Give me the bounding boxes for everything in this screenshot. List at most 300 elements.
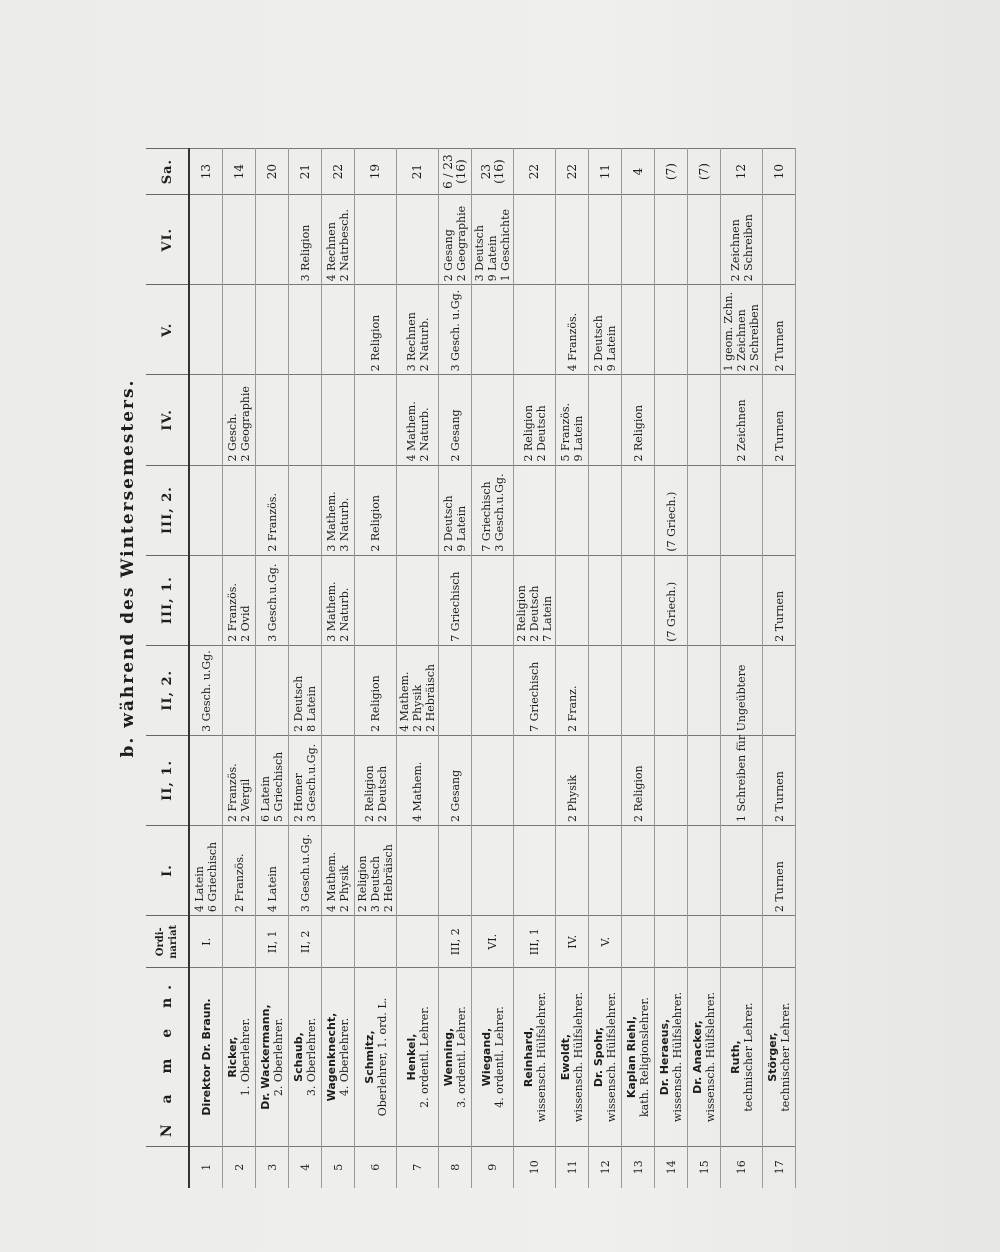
class-II-2-cell [622,645,655,735]
class-III-2-cell [322,465,355,555]
teacher-role: technischer Lehrer. [741,1002,755,1112]
class-V-cell [514,285,556,375]
class-II-1-cell [322,735,355,825]
lesson-entry: 1 geom. Zchn. [722,291,735,372]
class-IV-cell [688,375,721,465]
sum-cell: 22 [514,149,556,195]
lesson-entry: 6 Latein [259,776,272,822]
lesson-entry: (7 Griech.) [664,491,678,552]
teacher-role: wissensch. Hülfslehrer. [605,992,618,1123]
lesson-entry: 2 Turnen [772,771,786,822]
sum-cell: (7) [655,149,688,195]
sum-cell: (7) [688,149,721,195]
table-row [721,149,763,1189]
lesson-entry: 2 Gesang [448,769,462,822]
class-I-cell [721,825,763,915]
class-III-1-cell [189,555,223,645]
class-III-1-cell [556,555,589,645]
lesson-entry: 2 Religion [356,855,369,913]
class-II-1-cell [256,735,289,825]
class-VI-cell [355,195,397,285]
lesson-entry: 2 Naturb. [417,407,431,462]
table-row [763,149,796,1189]
table-row [223,149,256,1189]
sum-cell: 11 [589,149,622,195]
lesson-entry: 9 Latein [486,235,499,282]
col-header-class-V: V. [146,285,189,375]
class-III-1-cell [514,555,556,645]
teacher-role: 3. ordentl. Lehrer. [455,1006,468,1108]
lesson-entry: 3 Gesch. u.Gg. [199,650,213,732]
header-row [146,149,189,1189]
lesson-entry: 3 Gesch.u.Gg. [305,743,318,822]
ordinariat-cell: V. [589,916,622,968]
ordinariat-cell: IV. [556,916,589,968]
class-III-2-cell [472,465,514,555]
row-number: 13 [622,1146,655,1188]
sum-cell: 6 / 23 (16) [439,149,472,195]
lesson-entry: 7 Griechisch [479,481,493,552]
sum-cell: 19 [355,149,397,195]
table-row [589,149,622,1189]
class-IV-cell [189,375,223,465]
lesson-entry: 2 Gesch. [226,413,239,462]
lesson-entry: 4 Mathem. [325,851,338,913]
sum-cell: 21 [289,149,322,195]
col-header-ordinariat: Ordi-nariat [146,916,189,968]
class-V-cell [289,285,322,375]
lesson-entry: 7 Griechisch [528,661,541,732]
class-III-2-cell [355,465,397,555]
ordinariat-cell [622,916,655,968]
ordinariat-cell [322,916,355,968]
class-VI-cell [556,195,589,285]
teacher-cell [397,968,439,1146]
lesson-entry: 4 Französ. [565,312,579,372]
row-number: 6 [355,1146,397,1188]
lesson-entry: 2 Zeichnen [735,309,748,372]
lesson-entry: 2 Deutsch [292,675,305,732]
class-IV-cell [589,375,622,465]
table-row [655,149,688,1189]
class-VI-cell [688,195,721,285]
class-I-cell [439,825,472,915]
lesson-entry: 6 Griechisch [206,841,219,913]
row-number: 15 [688,1146,721,1188]
class-VI-cell [472,195,514,285]
class-I-cell [472,825,514,915]
col-header-class-II-2: II, 2. [146,645,189,735]
class-I-cell [763,825,796,915]
lesson-entry: 3 Naturb. [338,497,351,552]
lesson-entry: 2 Religion [631,765,645,822]
teacher-name: Schmitz, [362,1030,376,1084]
lesson-entry: 3 Gesch. u.Gg. [448,289,462,372]
sum-cell: 10 [763,149,796,195]
class-III-1-cell [397,555,439,645]
teacher-cell [322,968,355,1146]
teacher-role: wissensch. Hülfslehrer. [534,992,548,1123]
class-IV-cell [763,375,796,465]
class-III-2-cell [589,465,622,555]
teacher-role: Oberlehrer, 1. ord. L. [375,997,389,1117]
teacher-name: Wiegand, [479,1027,493,1087]
class-I-cell [556,825,589,915]
lesson-entry: 2 Vergil [239,778,252,822]
class-V-cell [688,285,721,375]
class-IV-cell [439,375,472,465]
class-I-cell [655,825,688,915]
ordinariat-cell: I. [189,916,223,968]
class-V-cell [655,285,688,375]
class-III-2-cell [655,465,688,555]
lesson-entry: 2 Natrbesch. [338,209,351,282]
ordinariat-cell: VI. [472,916,514,968]
class-VI-cell [655,195,688,285]
teacher-cell [223,968,256,1146]
table-row [439,149,472,1189]
class-V-cell [189,285,223,375]
class-III-1-cell [472,555,514,645]
class-II-2-cell [472,645,514,735]
class-III-2-cell [397,465,439,555]
sum-cell: 13 [189,149,223,195]
class-III-2-cell [556,465,589,555]
class-I-cell [256,825,289,915]
sum-cell: 21 [397,149,439,195]
teacher-role: technischer Lehrer. [779,1002,792,1112]
lesson-entry: 2 Deutsch [534,405,548,462]
teacher-cell [721,968,763,1146]
lesson-entry: 9 Latein [455,505,468,552]
class-III-2-cell [721,465,763,555]
teacher-cell [763,968,796,1146]
class-II-2-cell [189,645,223,735]
teacher-name: Dr. Anacker, [691,1020,704,1094]
lesson-entry: 4 Mathem. [398,671,411,732]
class-V-cell [223,285,256,375]
lesson-entry: 2 Religion [515,585,528,642]
sum-cell: 12 [721,149,763,195]
col-header-sum: Sa. [146,149,189,195]
class-III-2-cell [289,465,322,555]
table-row [472,149,514,1189]
class-II-1-cell [589,735,622,825]
class-III-1-cell [589,555,622,645]
class-II-2-cell [397,645,439,735]
class-III-1-cell [256,555,289,645]
sum-cell: 23 (16) [472,149,514,195]
lesson-entry: 3 Gesch.u.Gg. [265,563,279,642]
lesson-entry: 2 Religion [369,495,382,552]
teacher-name: Ewoldt, [559,1033,572,1081]
class-IV-cell [556,375,589,465]
class-II-1-cell [721,664,763,825]
teacher-role: wissensch. Hülfslehrer. [572,992,585,1123]
class-III-2-cell [256,465,289,555]
teacher-name: Störger, [766,1032,779,1082]
class-II-2-cell [322,645,355,735]
class-IV-cell [655,375,688,465]
class-IV-cell [355,375,397,465]
lesson-entry: 2 Naturb. [338,587,351,642]
teacher-role: wissensch. Hülfslehrer. [704,992,717,1123]
class-III-2-cell [763,465,796,555]
table-heading: b. während des Wintersemesters. [118,378,138,758]
class-III-1-cell [688,555,721,645]
lesson-entry: 2 Turnen [772,590,786,642]
ordinariat-cell [763,916,796,968]
class-II-1-cell [514,735,556,825]
class-II-2-cell [514,645,556,735]
class-II-1-cell [655,735,688,825]
teacher-name: Schaub, [292,1032,305,1082]
row-number: 1 [189,1146,223,1188]
class-VI-cell [589,195,622,285]
sum-cell: 4 [622,149,655,195]
teacher-role: 4. ordentl. Lehrer. [492,1006,506,1108]
class-V-cell [355,285,397,375]
class-II-2-cell [355,645,397,735]
row-number: 7 [397,1146,439,1188]
lesson-entry: 5 Griechisch [272,751,285,822]
class-VI-cell [439,195,472,285]
row-number: 3 [256,1146,289,1188]
class-I-cell [322,825,355,915]
lesson-entry: 5 Französ. [559,402,572,462]
class-II-1-cell [397,735,439,825]
col-header-class-I: I. [146,825,189,915]
class-I-cell [514,825,556,915]
class-II-2-cell [763,645,796,735]
teacher-role: 4. Oberlehrer. [338,1017,351,1097]
class-II-2-cell [256,645,289,735]
teacher-cell [556,968,589,1146]
lesson-entry: 4 Rechnen [325,222,338,282]
lesson-entry: 2 Religion [369,675,382,732]
col-header-class-III-2: III, 2. [146,465,189,555]
class-II-2-cell [589,645,622,735]
row-number: 8 [439,1146,472,1188]
ordinariat-cell [223,916,256,968]
lesson-entry: 4 Mathem. [411,761,424,822]
lesson-entry: 3 Gesch.u.Gg. [298,833,312,913]
class-V-cell [256,285,289,375]
teacher-cell [472,968,514,1146]
class-II-1-cell [556,735,589,825]
row-number: 10 [514,1146,556,1188]
lesson-entry: 4 Latein [265,866,279,913]
class-I-cell [688,825,721,915]
class-II-1-cell [439,735,472,825]
teacher-cell [256,968,289,1146]
ordinariat-cell: III, 1 [514,916,556,968]
lesson-entry: 2 Französ. [226,763,239,822]
class-IV-cell [721,375,763,465]
class-II-1-cell [223,735,256,825]
teacher-name: Direktor Dr. Braun. [199,998,213,1116]
lesson-entry: 2 Schreiben [748,304,761,372]
teacher-role: 1. Oberlehrer. [239,1017,252,1097]
table-row [622,149,655,1189]
row-number: 9 [472,1146,514,1188]
row-number: 12 [589,1146,622,1188]
class-III-1-cell [322,555,355,645]
class-IV-cell [514,375,556,465]
ordinariat-cell: II, 2 [289,916,322,968]
class-II-2-cell [556,645,589,735]
teacher-cell [622,968,655,1146]
lesson-entry: 3 Religion [298,224,312,282]
lesson-entry: 2 Franz. [565,685,579,732]
lesson-entry: 3 Mathem. [325,491,338,552]
lesson-entry: 4 Mathem. [404,401,418,462]
class-I-cell [589,825,622,915]
table-row [514,149,556,1189]
class-III-2-cell [223,465,256,555]
row-number: 14 [655,1146,688,1188]
lesson-entry: 3 Gesch.u.Gg. [492,473,506,552]
class-VI-cell [289,195,322,285]
class-II-2-cell [289,645,322,735]
class-III-1-cell [355,555,397,645]
lesson-entry: 2 Deutsch [528,585,541,642]
lesson-entry: 2 Religion [631,404,645,462]
lesson-entry: 9 Latein [572,415,585,462]
teacher-name: Henkel, [404,1033,418,1081]
class-II-2-cell [223,645,256,735]
class-I-cell [397,825,439,915]
class-IV-cell [397,375,439,465]
class-V-cell [439,285,472,375]
teacher-name: Dr. Wackermann, [259,1004,272,1110]
row-number: 11 [556,1146,589,1188]
class-III-1-cell [439,555,472,645]
class-III-1-cell [721,555,763,645]
class-I-cell [355,825,397,915]
class-V-cell [589,285,622,375]
teacher-name: Reinhard, [521,1026,535,1088]
lesson-entry: 2 Turnen [772,410,786,462]
teacher-name: Dr. Spohr, [592,1026,605,1088]
class-II-1-cell [472,735,514,825]
class-II-1-cell [688,735,721,825]
teacher-name: Dr. Heraeus, [658,1018,671,1096]
class-III-2-cell [622,465,655,555]
teacher-cell [688,968,721,1146]
teacher-role: kath. Religionslehrer. [638,997,651,1117]
class-V-cell [763,285,796,375]
table-row [289,149,322,1189]
class-VI-cell [397,195,439,285]
class-V-cell [322,285,355,375]
lesson-entry: 3 Rechnen [404,312,418,372]
table-row [556,149,589,1189]
teacher-name: Ruth, [728,1040,742,1074]
col-header-class-III-1: III, 1. [146,555,189,645]
class-I-cell [622,825,655,915]
lesson-entry: 2 Gesang [442,229,455,282]
sum-cell: 20 [256,149,289,195]
teacher-cell [289,968,322,1146]
teacher-name: Wagenknecht, [325,1012,338,1102]
class-VI-cell [514,195,556,285]
class-II-1-cell [763,735,796,825]
class-I-cell [289,825,322,915]
row-number: 4 [289,1146,322,1188]
ordinariat-cell [721,916,763,968]
class-V-cell [622,285,655,375]
lesson-entry: 2 Religion [369,314,382,372]
row-number: 2 [223,1146,256,1188]
class-V-cell [472,285,514,375]
ordinariat-cell: II, 1 [256,916,289,968]
row-number: 16 [721,1146,763,1188]
lesson-entry: 2 Zeichnen [728,219,742,282]
class-II-2-cell [655,645,688,735]
lesson-entry: 2 Hebräisch [382,844,395,913]
lesson-entry: 2 Gesang [448,409,462,462]
lesson-entry: 2 Geographie [455,205,468,282]
lesson-entry: 2 Homer [292,773,305,822]
teacher-role: 3. Oberlehrer. [305,1017,318,1097]
sum-cell: 22 [556,149,589,195]
class-IV-cell [622,375,655,465]
lesson-entry: 7 Griechisch [448,571,462,642]
lesson-entry: 2 Französ. [232,853,246,913]
lesson-entry: 9 Latein [605,325,618,372]
lesson-entry: 2 Geographie [239,386,252,462]
teacher-cell [355,968,397,1146]
class-III-1-cell [655,555,688,645]
teacher-cell [589,968,622,1146]
col-header-class-II-1: II, 1. [146,735,189,825]
lesson-entry: 2 Deutsch [375,765,389,822]
class-III-1-cell [763,555,796,645]
teacher-cell [655,968,688,1146]
lesson-entry: 2 Ovid [239,605,252,642]
lesson-entry: 2 Deutsch [442,495,455,552]
class-VI-cell [721,195,763,285]
lesson-entry: 2 Schreiben [741,214,755,282]
ordinariat-cell [655,916,688,968]
class-V-cell [556,285,589,375]
table-row [688,149,721,1189]
class-II-1-cell [289,735,322,825]
lesson-entry: 2 Französ. [265,493,279,552]
sum-cell: 22 [322,149,355,195]
table-row [355,149,397,1189]
lesson-entry: 2 Zeichnen [735,399,748,462]
lesson-entry: (7 Griech.) [664,581,678,642]
sum-cell: 14 [223,149,256,195]
class-VI-cell [322,195,355,285]
class-VI-cell [189,195,223,285]
row-number: 5 [322,1146,355,1188]
lesson-entry: 2 Turnen [772,861,786,913]
class-V-cell [721,285,763,375]
lesson-entry: 2 Religion [362,765,376,822]
col-header-class-VI: VI. [146,195,189,285]
ordinariat-cell [688,916,721,968]
rotated-table-container [110,148,1000,1188]
lesson-entry: 8 Latein [305,685,318,732]
class-IV-cell [472,375,514,465]
lesson-entry: 1 Geschichte [499,208,512,282]
class-IV-cell [223,375,256,465]
ordinariat-cell: III, 2 [439,916,472,968]
class-III-2-cell [189,465,223,555]
